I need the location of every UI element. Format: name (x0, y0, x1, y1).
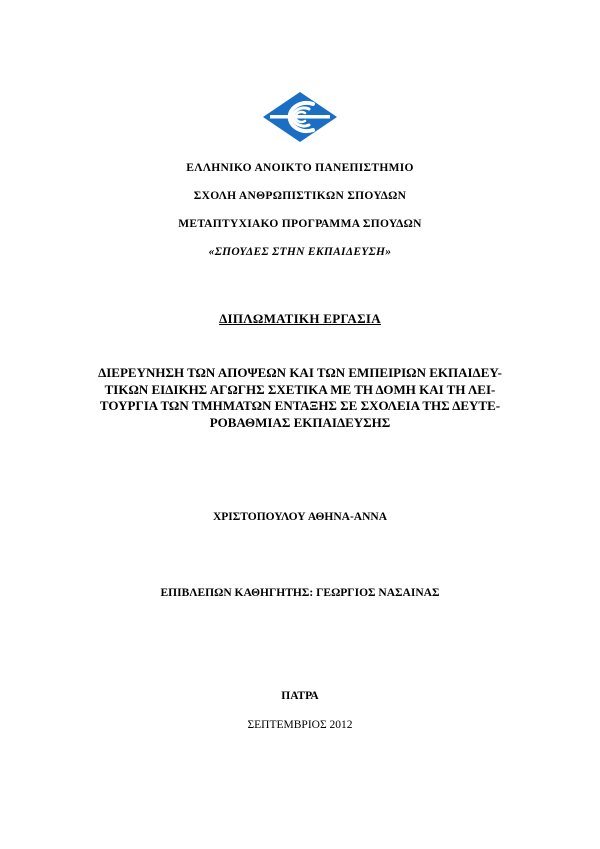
submission-date: ΣΕΠΤΕΜΒΡΙΟΣ 2012 (247, 719, 353, 731)
city-name: ΠΑΤΡΑ (281, 690, 319, 702)
thesis-title-line: ΤΟΥΡΓΙΑ ΤΩΝ ΤΜΗΜΑΤΩΝ ΕΝΤΑΞΗΣ ΣΕ ΣΧΟΛΕΙΑ ΤΗΣ ΔΕΥΤΕ- (99, 398, 501, 413)
school-name: ΣΧΟΛΗ ΑΝΘΡΩΠΙΣΤΙΚΩΝ ΣΠΟΥΔΩΝ (193, 190, 407, 202)
university-logo-icon (262, 91, 338, 143)
thesis-title-line: ΤΙΚΩΝ ΕΙΔΙΚΗΣ ΑΓΩΓΗΣ ΣΧΕΤΙΚΑ ΜΕ ΤΗ ΔΟΜΗ ΚΑΙ ΤΗ ΛΕΙ- (104, 381, 496, 397)
program-name: ΜΕΤΑΠΤΥΧΙΑΚΟ ΠΡΟΓΡΑΜΜΑ ΣΠΟΥΔΩΝ (178, 218, 422, 230)
university-name: ΕΛΛΗΝΙΚΟ ΑΝΟΙΚΤΟ ΠΑΝΕΠΙΣΤΗΜΙΟ (186, 162, 414, 174)
document-type-heading: ΔΙΠΛΩΜΑΤΙΚΗ ΕΡΓΑΣΙΑ (219, 311, 381, 326)
thesis-title-line: ΡΟΒΑΘΜΙΑΣ ΕΚΠΑΙΔΕΥΣΗΣ (209, 414, 391, 430)
thesis-title-line: ΔΙΕΡΕΥΝΗΣΗ ΤΩΝ ΑΠΟΨΕΩΝ ΚΑΙ ΤΩΝ ΕΜΠΕΙΡΙΩΝ ΕΚΠΑΙΔΕΥ- (98, 365, 502, 380)
supervisor-line: ΕΠΙΒΛΕΠΩΝ ΚΑΘΗΓΗΤΗΣ: ΓΕΩΡΓΙΟΣ ΝΑΣΑΙΝΑΣ (160, 587, 440, 599)
thesis-title (60, 365, 540, 431)
specialization-name: «ΣΠΟΥΔΕΣ ΣΤΗΝ ΕΚΠΑΙΔΕΥΣΗ» (208, 246, 392, 258)
author-name: ΧΡΙΣΤΟΠΟΥΛΟΥ ΑΘΗΝΑ-ΑΝΝΑ (212, 511, 388, 523)
